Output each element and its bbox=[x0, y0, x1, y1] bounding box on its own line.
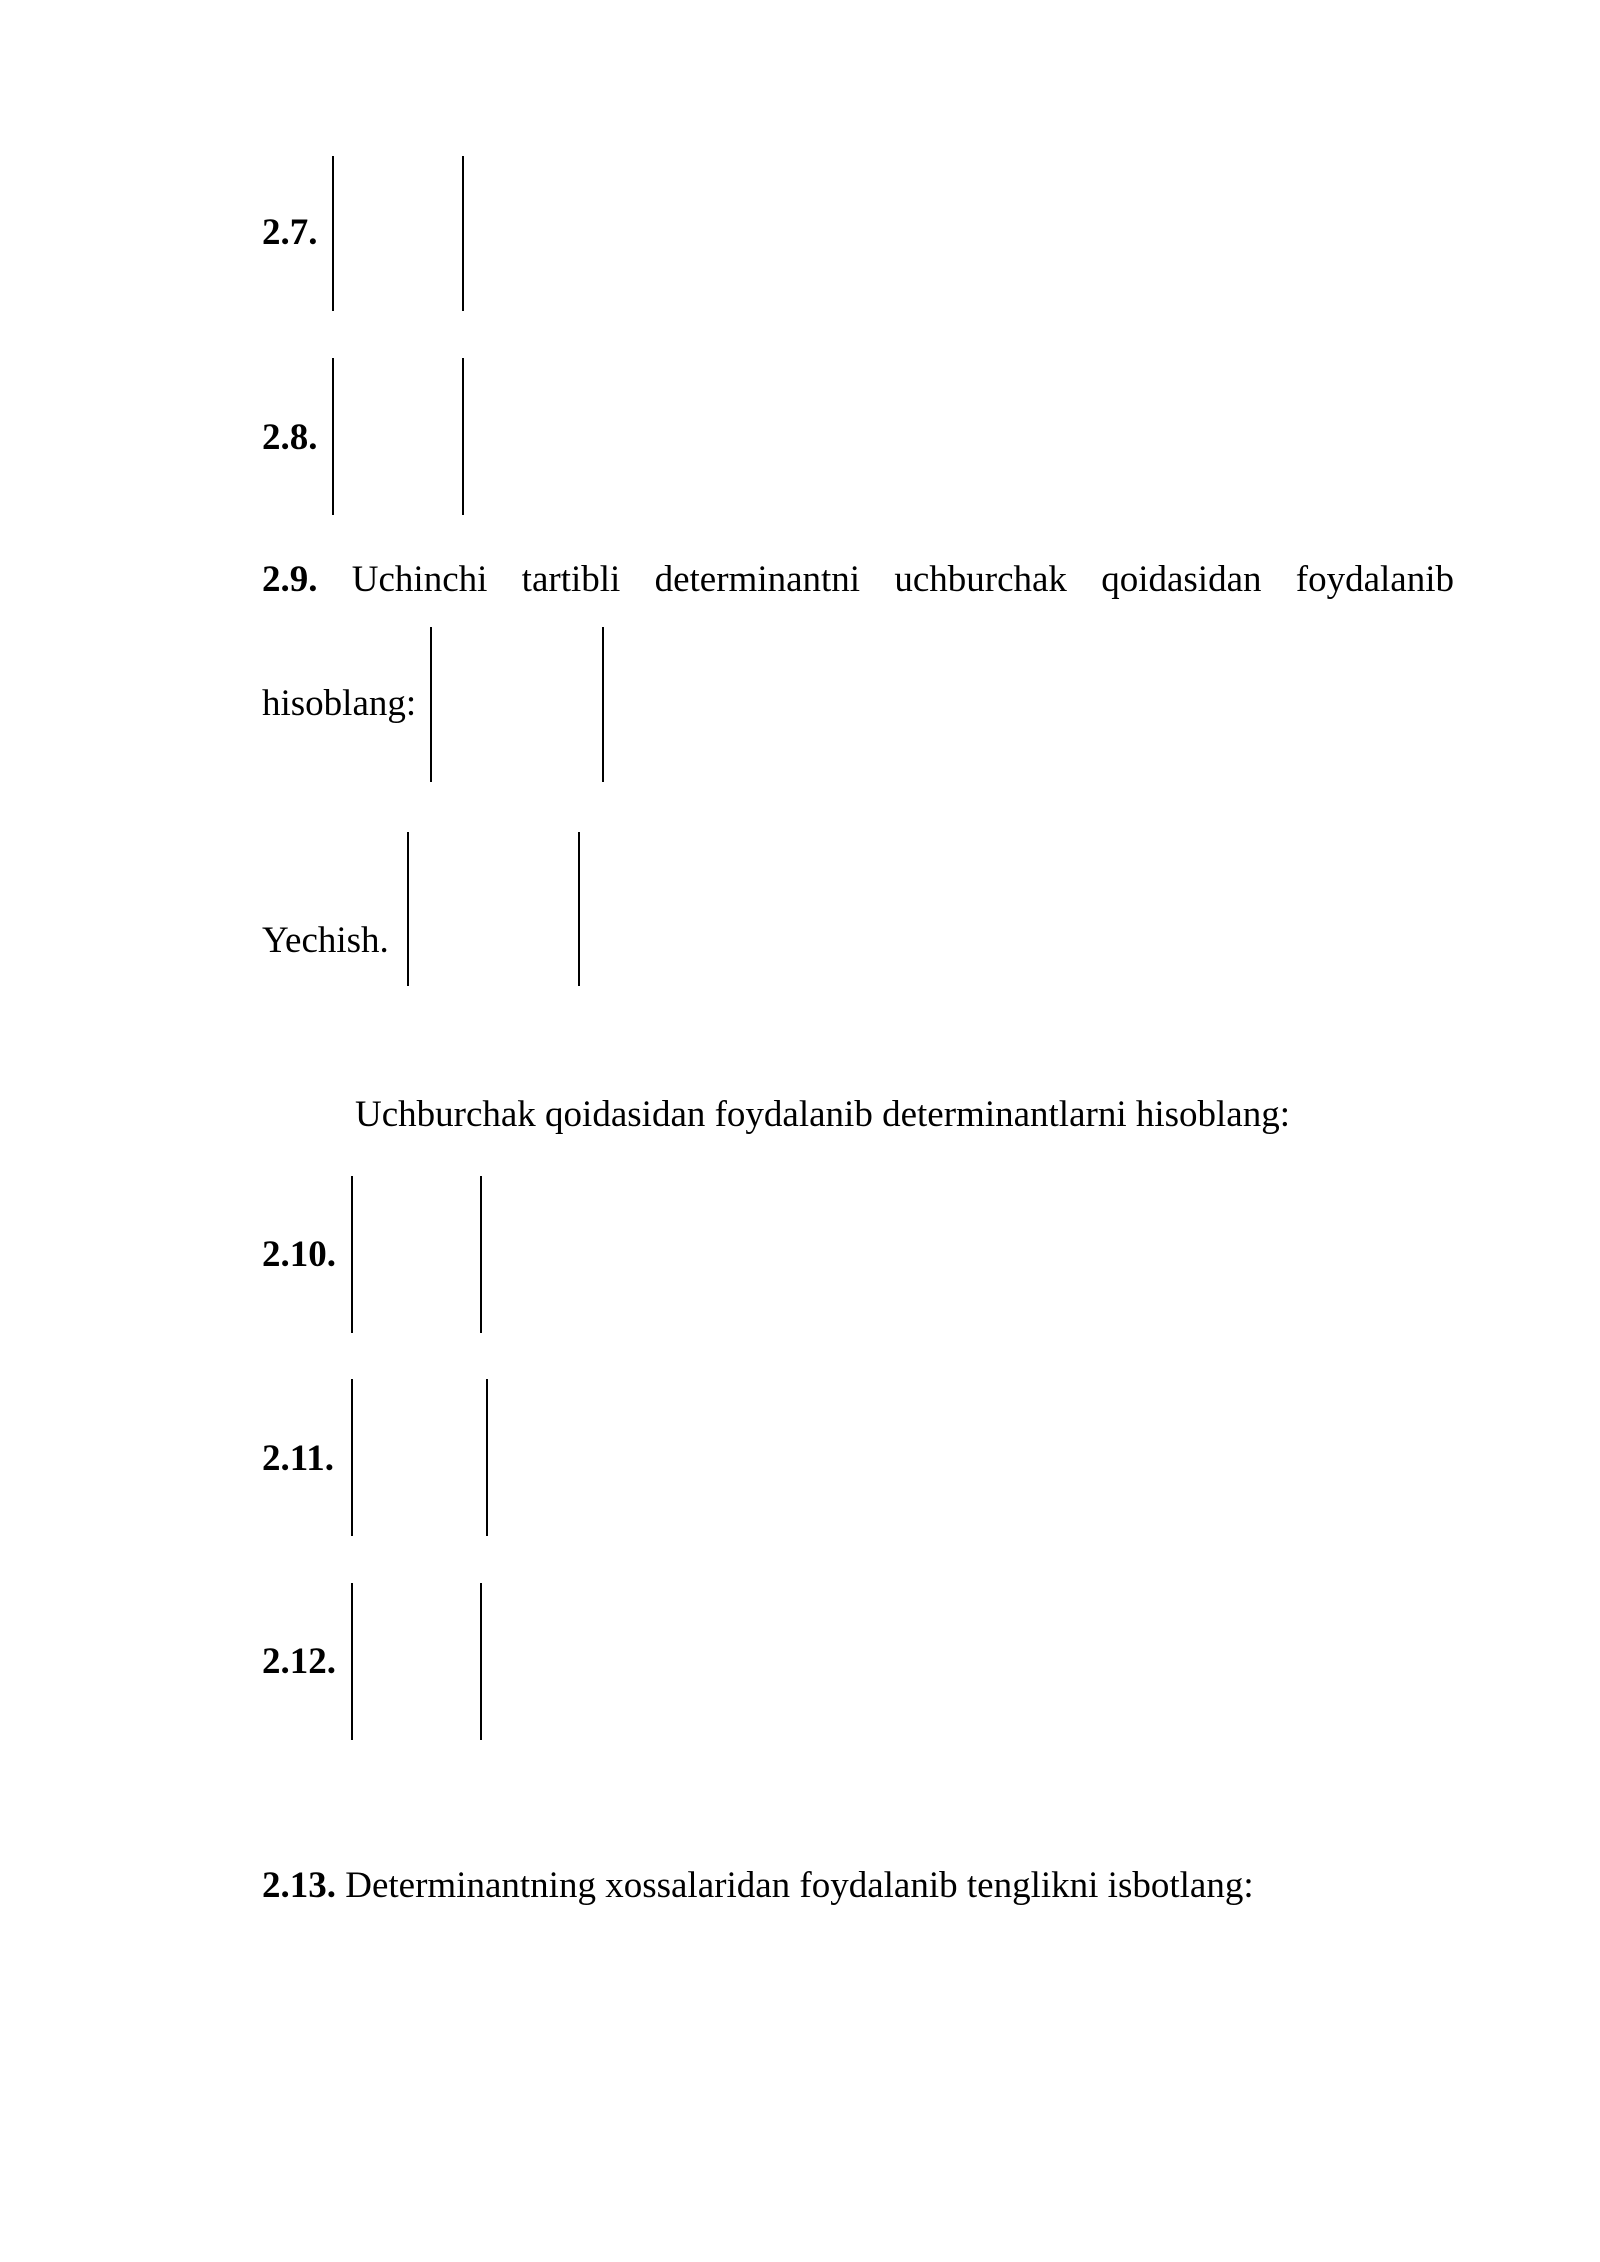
determinant-left-bar bbox=[332, 358, 334, 515]
determinant-left-bar bbox=[430, 627, 432, 782]
determinant-left-bar bbox=[407, 832, 409, 986]
determinant-2-12 bbox=[351, 1583, 482, 1740]
determinant-right-bar bbox=[602, 627, 604, 782]
determinant-right-bar bbox=[480, 1176, 482, 1333]
exercise-2-13-text: Determinantning xossalaridan foydalanib tenglikni isbotlang: bbox=[345, 1865, 1254, 1906]
determinant-right-bar bbox=[462, 156, 464, 311]
section-instruction: Uchburchak qoidasidan foydalanib determinantlarni hisoblang: bbox=[355, 1094, 1291, 1135]
exercise-2-8-label: 2.8. bbox=[262, 417, 318, 458]
determinant-right-bar bbox=[462, 358, 464, 515]
exercise-2-9-label: 2.9. bbox=[262, 559, 318, 600]
determinant-right-bar bbox=[486, 1379, 488, 1536]
exercise-2-10-label: 2.10. bbox=[262, 1234, 336, 1275]
determinant-left-bar bbox=[332, 156, 334, 311]
determinant-2-7 bbox=[332, 156, 464, 311]
determinant-right-bar bbox=[480, 1583, 482, 1740]
determinant-2-8 bbox=[332, 358, 464, 515]
determinant-2-11 bbox=[351, 1379, 488, 1536]
exercise-2-9-text: Uchinchi tartibli determinantni uchburchak qoidasidan foydalanib bbox=[351, 559, 1455, 600]
determinant-right-bar bbox=[578, 832, 580, 986]
exercise-2-13-statement bbox=[262, 1864, 1254, 1908]
exercise-2-9-continuation: hisoblang: bbox=[262, 683, 417, 724]
determinant-left-bar bbox=[351, 1176, 353, 1333]
exercise-2-9-statement bbox=[262, 558, 1454, 602]
exercise-2-12-label: 2.12. bbox=[262, 1641, 336, 1682]
exercise-2-11-label: 2.11. bbox=[262, 1438, 334, 1479]
determinant-left-bar bbox=[351, 1379, 353, 1536]
determinant-2-9 bbox=[430, 627, 604, 782]
determinant-solution bbox=[407, 832, 580, 986]
determinant-left-bar bbox=[351, 1583, 353, 1740]
solution-label: Yechish. bbox=[262, 920, 389, 961]
exercise-2-7-label: 2.7. bbox=[262, 212, 318, 253]
determinant-2-10 bbox=[351, 1176, 482, 1333]
exercise-2-13-label: 2.13. bbox=[262, 1865, 336, 1906]
